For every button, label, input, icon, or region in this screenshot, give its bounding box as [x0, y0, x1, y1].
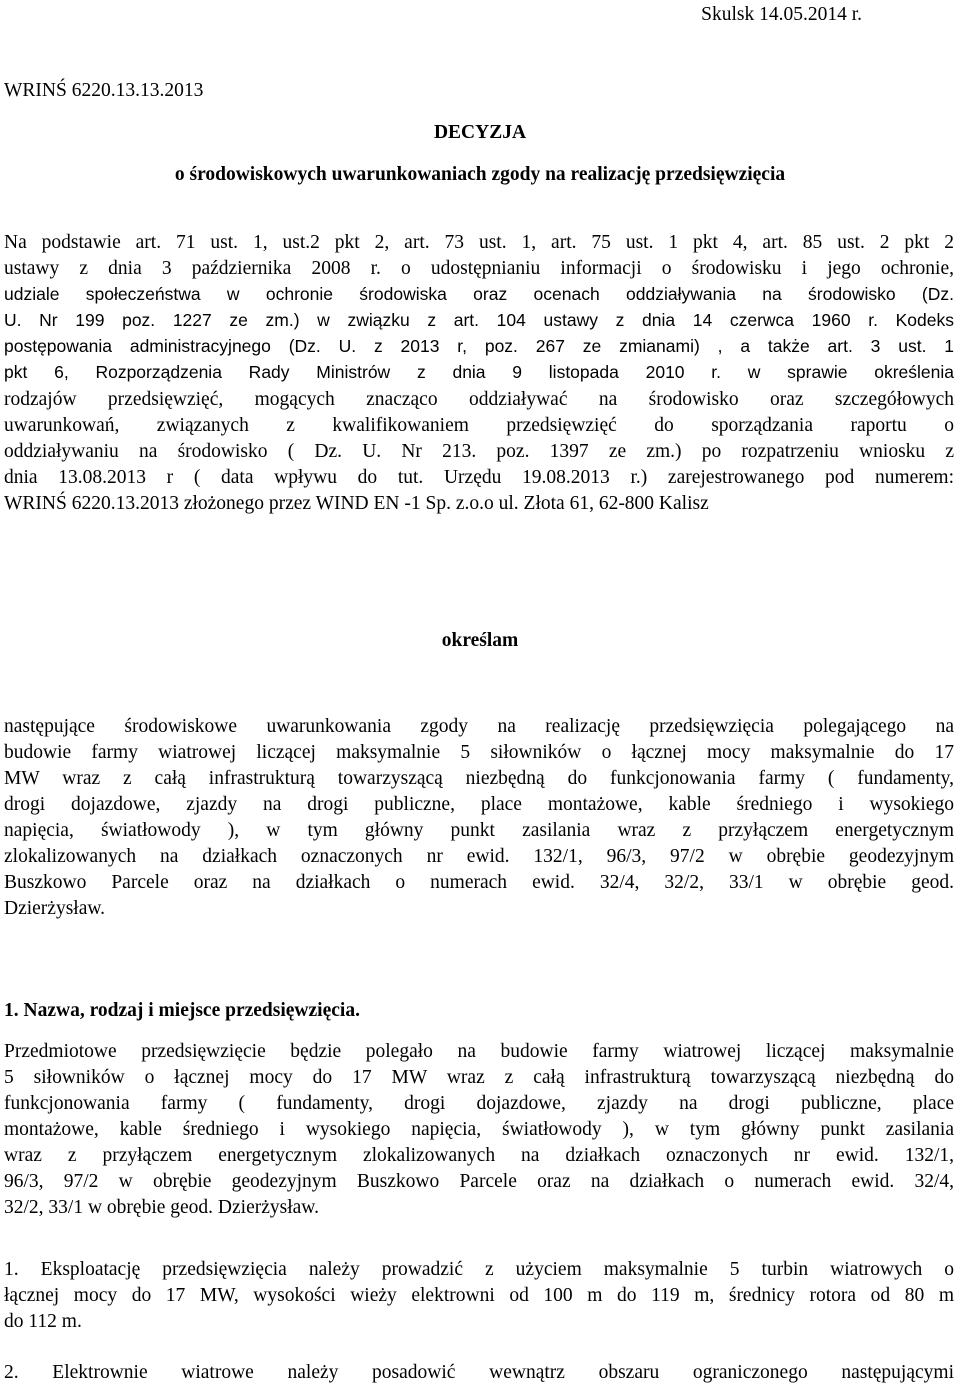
- section1-line: 96/3, 97/2 w obrębie geodezyjnym Buszkowo Parcele oraz na działkach o numerach ewid. 32/4,: [4, 1171, 954, 1192]
- ruling-line: Dzierżysław.: [4, 898, 106, 919]
- legal-basis-line: postępowania administracyjnego (Dz. U. z 2013 r, poz. 267 ze zmianami) , a także art. 3 ust. 1: [4, 336, 954, 356]
- ruling-line: budowie farmy wiatrowej liczącej maksymalnie 5 siłowników o łącznej mocy maksymalnie do 17: [4, 742, 954, 763]
- legal-basis-line: WRINŚ 6220.13.2013 złożonego przez WIND EN -1 Sp. z.o.o ul. Złota 61, 62-800 Kalisz: [4, 493, 709, 514]
- point-1-line: do 112 m.: [4, 1311, 82, 1332]
- legal-basis-line: pkt 6, Rozporządzenia Rady Ministrów z dnia 9 listopada 2010 r. w sprawie określenia: [4, 362, 954, 382]
- section1-line: 32/2, 33/1 w obrębie geod. Dzierżysław.: [4, 1197, 319, 1218]
- legal-basis-line: Na podstawie art. 71 ust. 1, ust.2 pkt 2, art. 73 ust. 1, art. 75 ust. 1 pkt 4, art. 85 ust. 2 pkt 2: [4, 232, 954, 253]
- legal-basis-line: dnia 13.08.2013 r ( data wpływu do tut. Urzędu 19.08.2013 r.) zarejestrowanego pod numerem:: [4, 467, 954, 488]
- point-1-line: łącznej mocy do 17 MW, wysokości wieży elektrowni od 100 m do 119 m, średnicy rotora od 80 m: [4, 1285, 954, 1306]
- place-and-date: Skulsk 14.05.2014 r.: [701, 4, 862, 25]
- legal-basis-line: udziale społeczeństwa w ochronie środowiska oraz ocenach oddziaływania na środowisko (Dz.: [4, 284, 954, 304]
- legal-basis-line: rodzajów przedsięwzięć, mogących znacząco oddziaływać na środowisko oraz szczegółowych: [4, 389, 954, 410]
- point-1-line: 1. Eksploatację przedsięwzięcia należy prowadzić z użyciem maksymalnie 5 turbin wiatrowych o: [4, 1259, 954, 1280]
- section1-line: Przedmiotowe przedsięwzięcie będzie polegało na budowie farmy wiatrowej liczącej maksymalnie: [4, 1041, 954, 1062]
- legal-basis-line: ustawy z dnia 3 października 2008 r. o udostępnianiu informacji o środowisku i jego ochronie,: [4, 258, 954, 279]
- section1-line: 5 siłowników o łącznej mocy do 17 MW wraz z całą infrastrukturą towarzyszącą niezbędną do: [4, 1067, 954, 1088]
- point-2-line: 2. Elektrownie wiatrowe należy posadowić wewnątrz obszaru ograniczonego następującymi: [4, 1362, 954, 1383]
- ruling-line: Buszkowo Parcele oraz na działkach o numerach ewid. 32/4, 32/2, 33/1 w obrębie geod.: [4, 872, 954, 893]
- legal-basis-line: oddziaływaniu na środowisko ( Dz. U. Nr 213. poz. 1397 ze zm.) po rozpatrzeniu wniosku z: [4, 441, 954, 462]
- section1-line: funkcjonowania farmy ( fundamenty, drogi dojazdowe, zjazdy na drogi publiczne, place: [4, 1093, 954, 1114]
- ruling-line: MW wraz z całą infrastrukturą towarzyszącą niezbędną do funkcjonowania farmy ( fundamenty,: [4, 768, 954, 789]
- legal-basis-line: U. Nr 199 poz. 1227 ze zm.) w związku z art. 104 ustawy z dnia 14 czerwca 1960 r. Kodeks: [4, 310, 954, 330]
- section-heading: 1. Nazwa, rodzaj i miejsce przedsięwzięcia.: [4, 1000, 360, 1021]
- ruling-line: napięcia, światłowody ), w tym główny punkt zasilania wraz z przyłączem energetycznym: [4, 820, 954, 841]
- ruling-line: zlokalizowanych na działkach oznaczonych nr ewid. 132/1, 96/3, 97/2 w obrębie geodezyjnym: [4, 846, 954, 867]
- section1-line: wraz z przyłączem energetycznym zlokalizowanych na działkach oznaczonych nr ewid. 132/1,: [4, 1145, 954, 1166]
- decision-title: DECYZJA: [433, 122, 527, 143]
- legal-basis-line: uwarunkowań, związanych z kwalifikowaniem przedsięwzięć do sporządzania raportu o: [4, 415, 954, 436]
- reference-number: WRINŚ 6220.13.13.2013: [4, 80, 204, 101]
- decision-subtitle: o środowiskowych uwarunkowaniach zgody na realizację przedsięwzięcia: [174, 164, 786, 185]
- section1-line: montażowe, kable średniego i wysokiego napięcia, światłowody ), w tym główny punkt zasilania: [4, 1119, 954, 1140]
- ruling-line: drogi dojazdowe, zjazdy na drogi publiczne, place montażowe, kable średniego i wysokiego: [4, 794, 954, 815]
- ruling-line: następujące środowiskowe uwarunkowania zgody na realizację przedsięwzięcia polegającego na: [4, 716, 954, 737]
- ruling-word: określam: [441, 630, 519, 651]
